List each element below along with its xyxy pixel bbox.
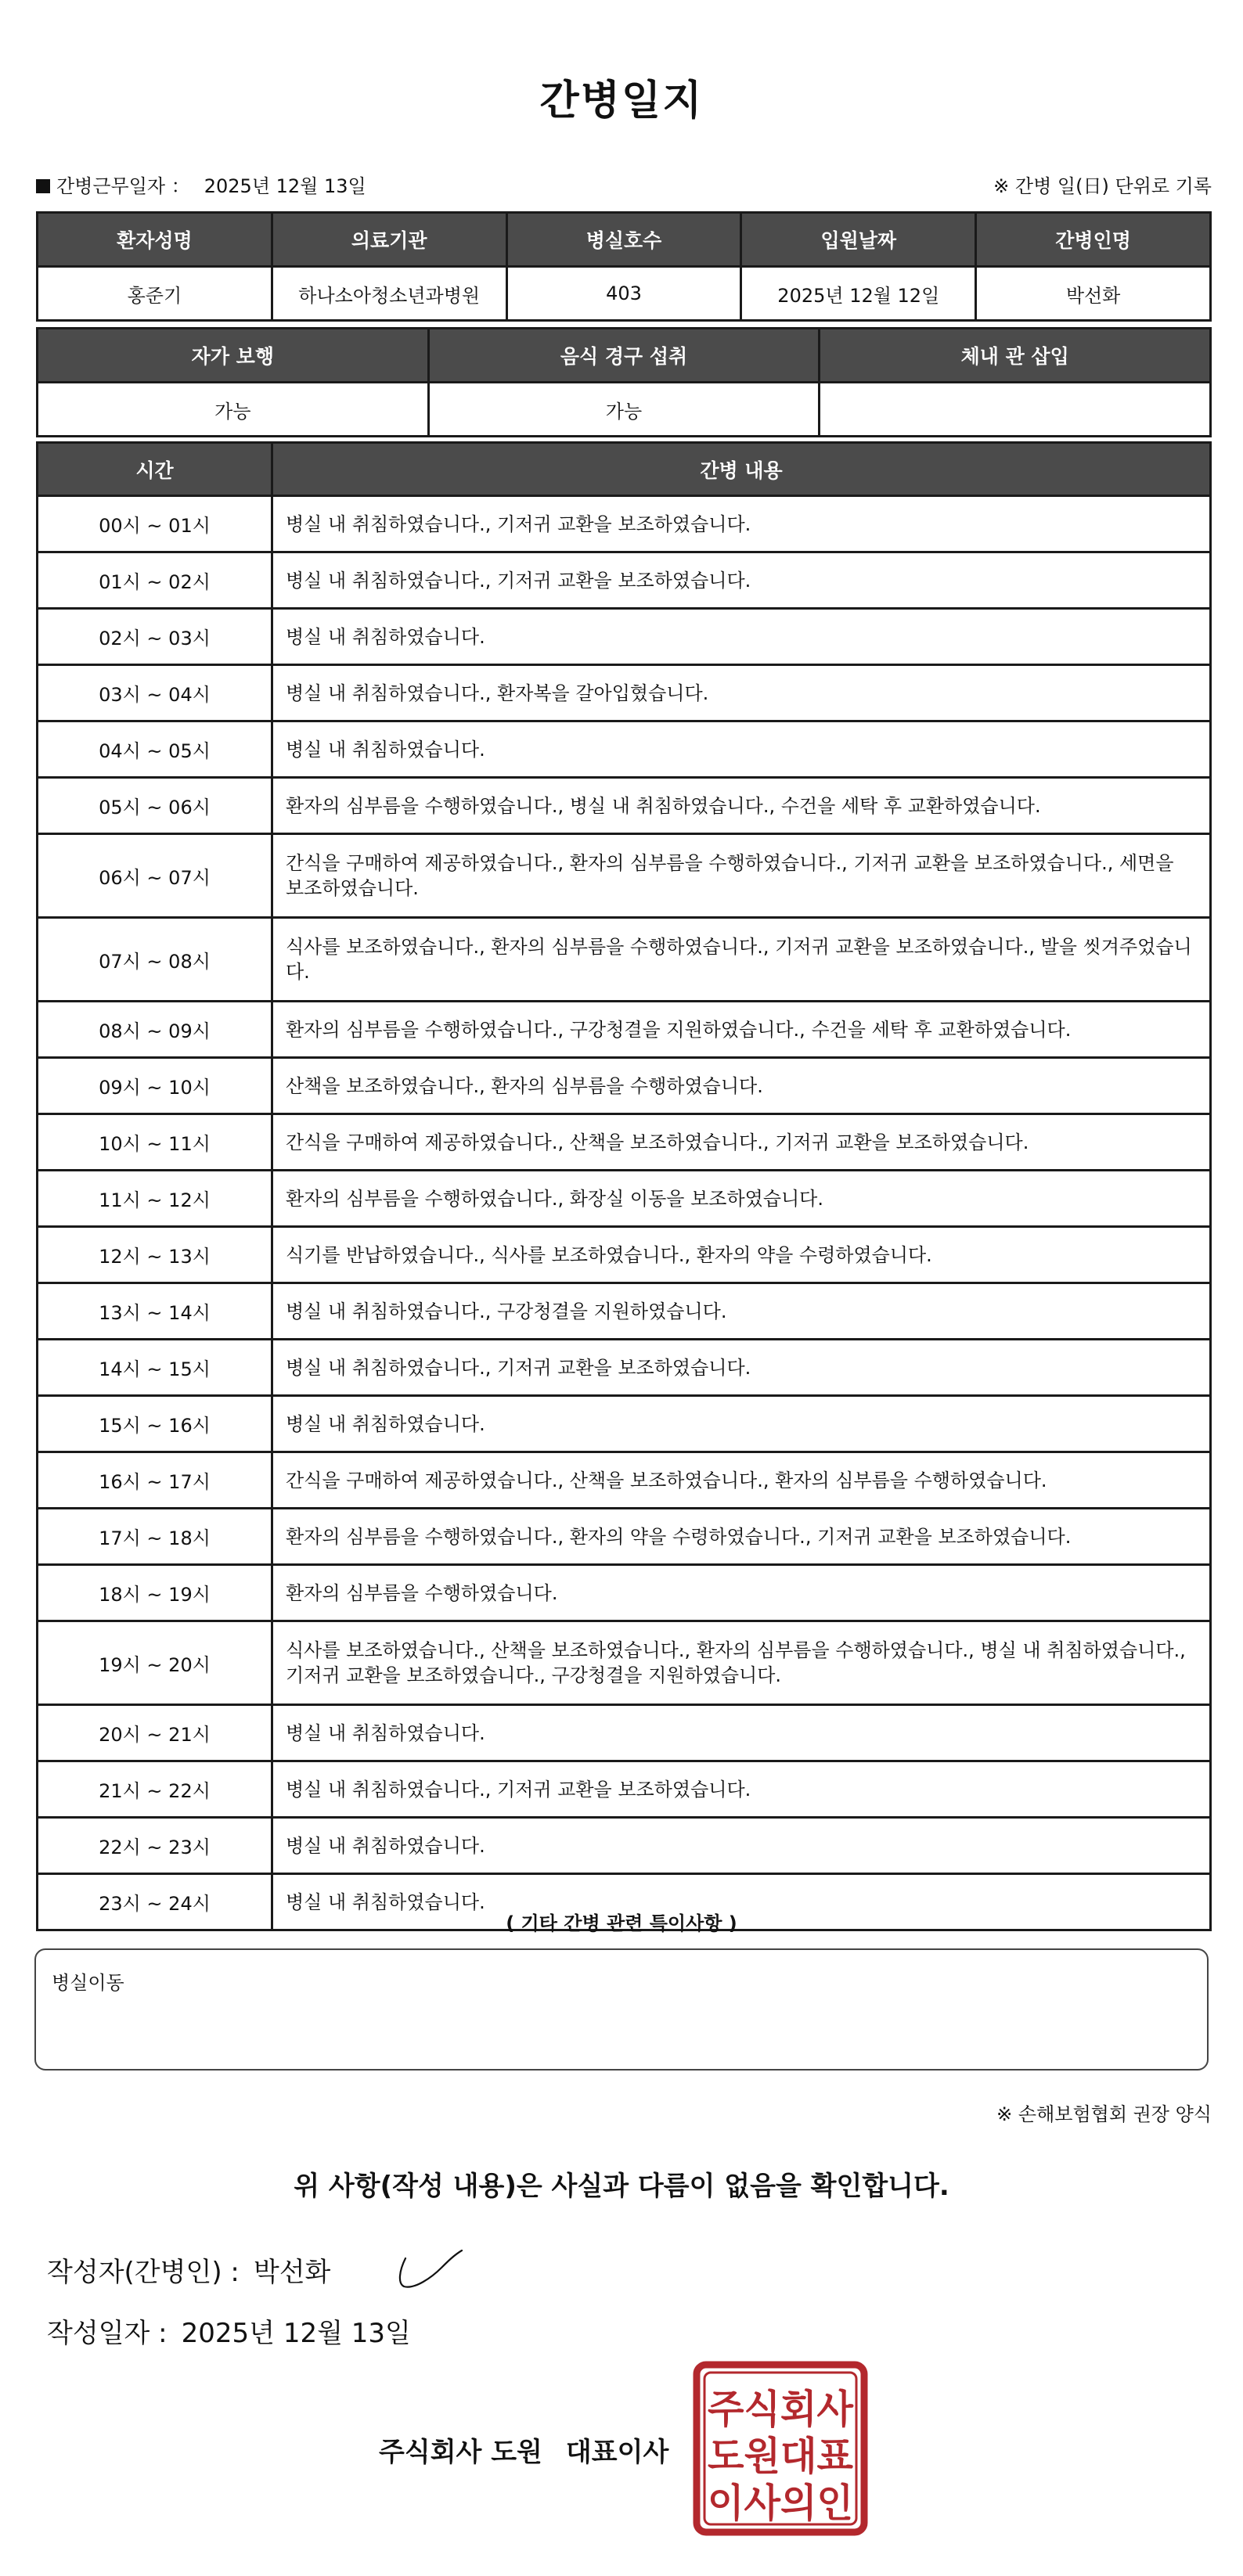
patient-name-value: 홍준기 xyxy=(38,267,272,321)
log-time-cell: 13시 ~ 14시 xyxy=(38,1283,272,1340)
writer-label: 작성자(간병인) : xyxy=(47,2257,240,2288)
admission-date-header: 입원날짜 xyxy=(741,213,976,267)
table-row xyxy=(38,609,1211,665)
table-row xyxy=(38,496,1211,552)
log-content-cell: 병실 내 취침하였습니다., 기저귀 교환을 보조하였습니다. xyxy=(272,1761,1211,1818)
tube-insertion-header: 체내 관 삽입 xyxy=(820,329,1211,383)
log-time-cell: 04시 ~ 05시 xyxy=(38,721,272,778)
table-row xyxy=(38,552,1211,609)
walking-value: 가능 xyxy=(38,383,429,437)
table-row xyxy=(38,1171,1211,1227)
oral-intake-header: 음식 경구 섭취 xyxy=(428,329,820,383)
content-header: 간병 내용 xyxy=(272,443,1211,496)
table-row xyxy=(38,1818,1211,1874)
hospital-value: 하나소아청소년과병원 xyxy=(272,267,506,321)
log-content-cell: 간식을 구매하여 제공하였습니다., 환자의 심부름을 수행하였습니다., 기저귀 교환을 보조하였습니다., 세면을 보조하였습니다. xyxy=(272,834,1211,918)
seal-text-line: 주식회사 xyxy=(708,2387,854,2432)
log-time-cell: 10시 ~ 11시 xyxy=(38,1114,272,1171)
table-row xyxy=(38,1509,1211,1565)
log-content-cell: 병실 내 취침하였습니다. xyxy=(272,1396,1211,1452)
log-content-cell: 환자의 심부름을 수행하였습니다. xyxy=(272,1565,1211,1621)
writer-line xyxy=(47,2250,330,2289)
notes-text: 병실이동 xyxy=(52,1972,124,1994)
log-content-cell: 식기를 반납하였습니다., 식사를 보조하였습니다., 환자의 약을 수령하였습니다. xyxy=(272,1227,1211,1283)
work-date-label: 간병근무일자 ： xyxy=(56,175,190,197)
log-content-cell: 병실 내 취침하였습니다., 기저귀 교환을 보조하였습니다. xyxy=(272,496,1211,552)
log-content-cell: 병실 내 취침하였습니다. xyxy=(272,609,1211,665)
confirmation-statement: 위 사항(작성 내용)은 사실과 다름이 없음을 확인합니다. xyxy=(294,2171,949,2202)
room-header: 병실호수 xyxy=(506,213,741,267)
write-date-label: 작성일자 : xyxy=(47,2318,168,2349)
log-content-cell: 환자의 심부름을 수행하였습니다., 병실 내 취침하였습니다., 수건을 세탁 후 교환하였습니다. xyxy=(272,778,1211,834)
log-time-cell: 00시 ~ 01시 xyxy=(38,496,272,552)
square-bullet-icon xyxy=(36,179,50,193)
log-content-cell: 병실 내 취침하였습니다., 기저귀 교환을 보조하였습니다. xyxy=(272,552,1211,609)
log-time-cell: 19시 ~ 20시 xyxy=(38,1621,272,1705)
notes-heading: ( 기타 간병 관련 특이사항 ) xyxy=(506,1912,737,1934)
patient-status-table xyxy=(36,327,1212,437)
log-content-cell: 병실 내 취침하였습니다. xyxy=(272,721,1211,778)
table-row xyxy=(38,1396,1211,1452)
company-name: 주식회사 도원 xyxy=(379,2437,542,2468)
handwritten-signature-icon xyxy=(391,2240,470,2294)
hospital-header: 의료기관 xyxy=(272,213,506,267)
log-time-cell: 07시 ~ 08시 xyxy=(38,918,272,1002)
log-time-cell: 06시 ~ 07시 xyxy=(38,834,272,918)
log-content-cell: 병실 내 취침하였습니다., 구강청결을 지원하였습니다. xyxy=(272,1283,1211,1340)
log-content-cell: 병실 내 취침하였습니다. xyxy=(272,1818,1211,1874)
log-time-cell: 23시 ~ 24시 xyxy=(38,1874,272,1930)
table-row xyxy=(38,1565,1211,1621)
log-time-cell: 17시 ~ 18시 xyxy=(38,1509,272,1565)
caregiver-name-value: 박선화 xyxy=(976,267,1211,321)
log-content-cell: 식사를 보조하였습니다., 환자의 심부름을 수행하였습니다., 기저귀 교환을 보조하였습니다., 발을 씻겨주었습니다. xyxy=(272,918,1211,1002)
company-line xyxy=(379,2430,668,2469)
log-content-cell: 간식을 구매하여 제공하였습니다., 산책을 보조하였습니다., 환자의 심부름을 수행하였습니다. xyxy=(272,1452,1211,1509)
care-log-body xyxy=(38,496,1211,1930)
caregiver-name-header: 간병인명 xyxy=(976,213,1211,267)
work-date-line xyxy=(36,171,366,198)
log-content-cell: 병실 내 취침하였습니다. xyxy=(272,1705,1211,1761)
log-content-cell: 산책을 보조하였습니다., 환자의 심부름을 수행하였습니다. xyxy=(272,1058,1211,1114)
log-time-cell: 16시 ~ 17시 xyxy=(38,1452,272,1509)
table-row xyxy=(38,918,1211,1002)
table-row xyxy=(38,1283,1211,1340)
table-row xyxy=(38,1340,1211,1396)
log-content-cell: 환자의 심부름을 수행하였습니다., 환자의 약을 수령하였습니다., 기저귀 교환을 보조하였습니다. xyxy=(272,1509,1211,1565)
notes-box xyxy=(34,1948,1209,2071)
table-row xyxy=(38,1058,1211,1114)
log-time-cell: 09시 ~ 10시 xyxy=(38,1058,272,1114)
log-content-cell: 간식을 구매하여 제공하였습니다., 산책을 보조하였습니다., 기저귀 교환을 보조하였습니다. xyxy=(272,1114,1211,1171)
log-time-cell: 18시 ~ 19시 xyxy=(38,1565,272,1621)
company-seal-icon xyxy=(692,2360,869,2537)
table-row xyxy=(38,1761,1211,1818)
tube-insertion-value xyxy=(820,383,1211,437)
unit-note: ※ 간병 일(日) 단위로 기록 xyxy=(993,175,1212,197)
insurer-note: ※ 손해보험협회 권장 양식 xyxy=(996,2103,1212,2125)
write-date-line xyxy=(47,2312,411,2350)
table-row xyxy=(38,834,1211,918)
seal-text-line: 도원대표 xyxy=(708,2434,854,2479)
log-content-cell: 식사를 보조하였습니다., 산책을 보조하였습니다., 환자의 심부름을 수행하였습니다., 병실 내 취침하였습니다., 기저귀 교환을 보조하였습니다., 구강청결을 지원하였습니다. xyxy=(272,1621,1211,1705)
log-time-cell: 03시 ~ 04시 xyxy=(38,665,272,721)
table-row xyxy=(38,1621,1211,1705)
log-content-cell: 환자의 심부름을 수행하였습니다., 화장실 이동을 보조하였습니다. xyxy=(272,1171,1211,1227)
time-header: 시간 xyxy=(38,443,272,496)
work-date-value: 2025년 12월 13일 xyxy=(204,175,366,197)
table-row xyxy=(38,1002,1211,1058)
log-time-cell: 20시 ~ 21시 xyxy=(38,1705,272,1761)
log-time-cell: 21시 ~ 22시 xyxy=(38,1761,272,1818)
log-content-cell: 병실 내 취침하였습니다., 기저귀 교환을 보조하였습니다. xyxy=(272,1340,1211,1396)
log-time-cell: 15시 ~ 16시 xyxy=(38,1396,272,1452)
seal-text-line: 이사의인 xyxy=(708,2481,853,2526)
log-time-cell: 14시 ~ 15시 xyxy=(38,1340,272,1396)
log-content-cell: 환자의 심부름을 수행하였습니다., 구강청결을 지원하였습니다., 수건을 세탁 후 교환하였습니다. xyxy=(272,1002,1211,1058)
table-row xyxy=(38,665,1211,721)
table-row xyxy=(38,778,1211,834)
write-date-value: 2025년 12월 13일 xyxy=(181,2318,411,2349)
oral-intake-value: 가능 xyxy=(428,383,820,437)
page-title: 간병일지 xyxy=(539,77,704,124)
log-time-cell: 05시 ~ 06시 xyxy=(38,778,272,834)
log-time-cell: 22시 ~ 23시 xyxy=(38,1818,272,1874)
table-row xyxy=(38,1114,1211,1171)
log-time-cell: 12시 ~ 13시 xyxy=(38,1227,272,1283)
log-content-cell: 병실 내 취침하였습니다., 환자복을 갈아입혔습니다. xyxy=(272,665,1211,721)
log-time-cell: 11시 ~ 12시 xyxy=(38,1171,272,1227)
care-log-table xyxy=(36,441,1212,1931)
table-row xyxy=(38,721,1211,778)
ceo-label: 대표이사 xyxy=(565,2437,669,2468)
table-row xyxy=(38,1452,1211,1509)
walking-header: 자가 보행 xyxy=(38,329,429,383)
log-content-cell: 병실 내 취침하였습니다. xyxy=(272,1874,1211,1930)
table-row xyxy=(38,1705,1211,1761)
table-row xyxy=(38,1227,1211,1283)
log-time-cell: 01시 ~ 02시 xyxy=(38,552,272,609)
log-time-cell: 08시 ~ 09시 xyxy=(38,1002,272,1058)
log-time-cell: 02시 ~ 03시 xyxy=(38,609,272,665)
room-value: 403 xyxy=(506,267,741,321)
patient-info-table xyxy=(36,211,1212,322)
admission-date-value: 2025년 12월 12일 xyxy=(741,267,976,321)
writer-name: 박선화 xyxy=(253,2257,331,2288)
patient-name-header: 환자성명 xyxy=(38,213,272,267)
